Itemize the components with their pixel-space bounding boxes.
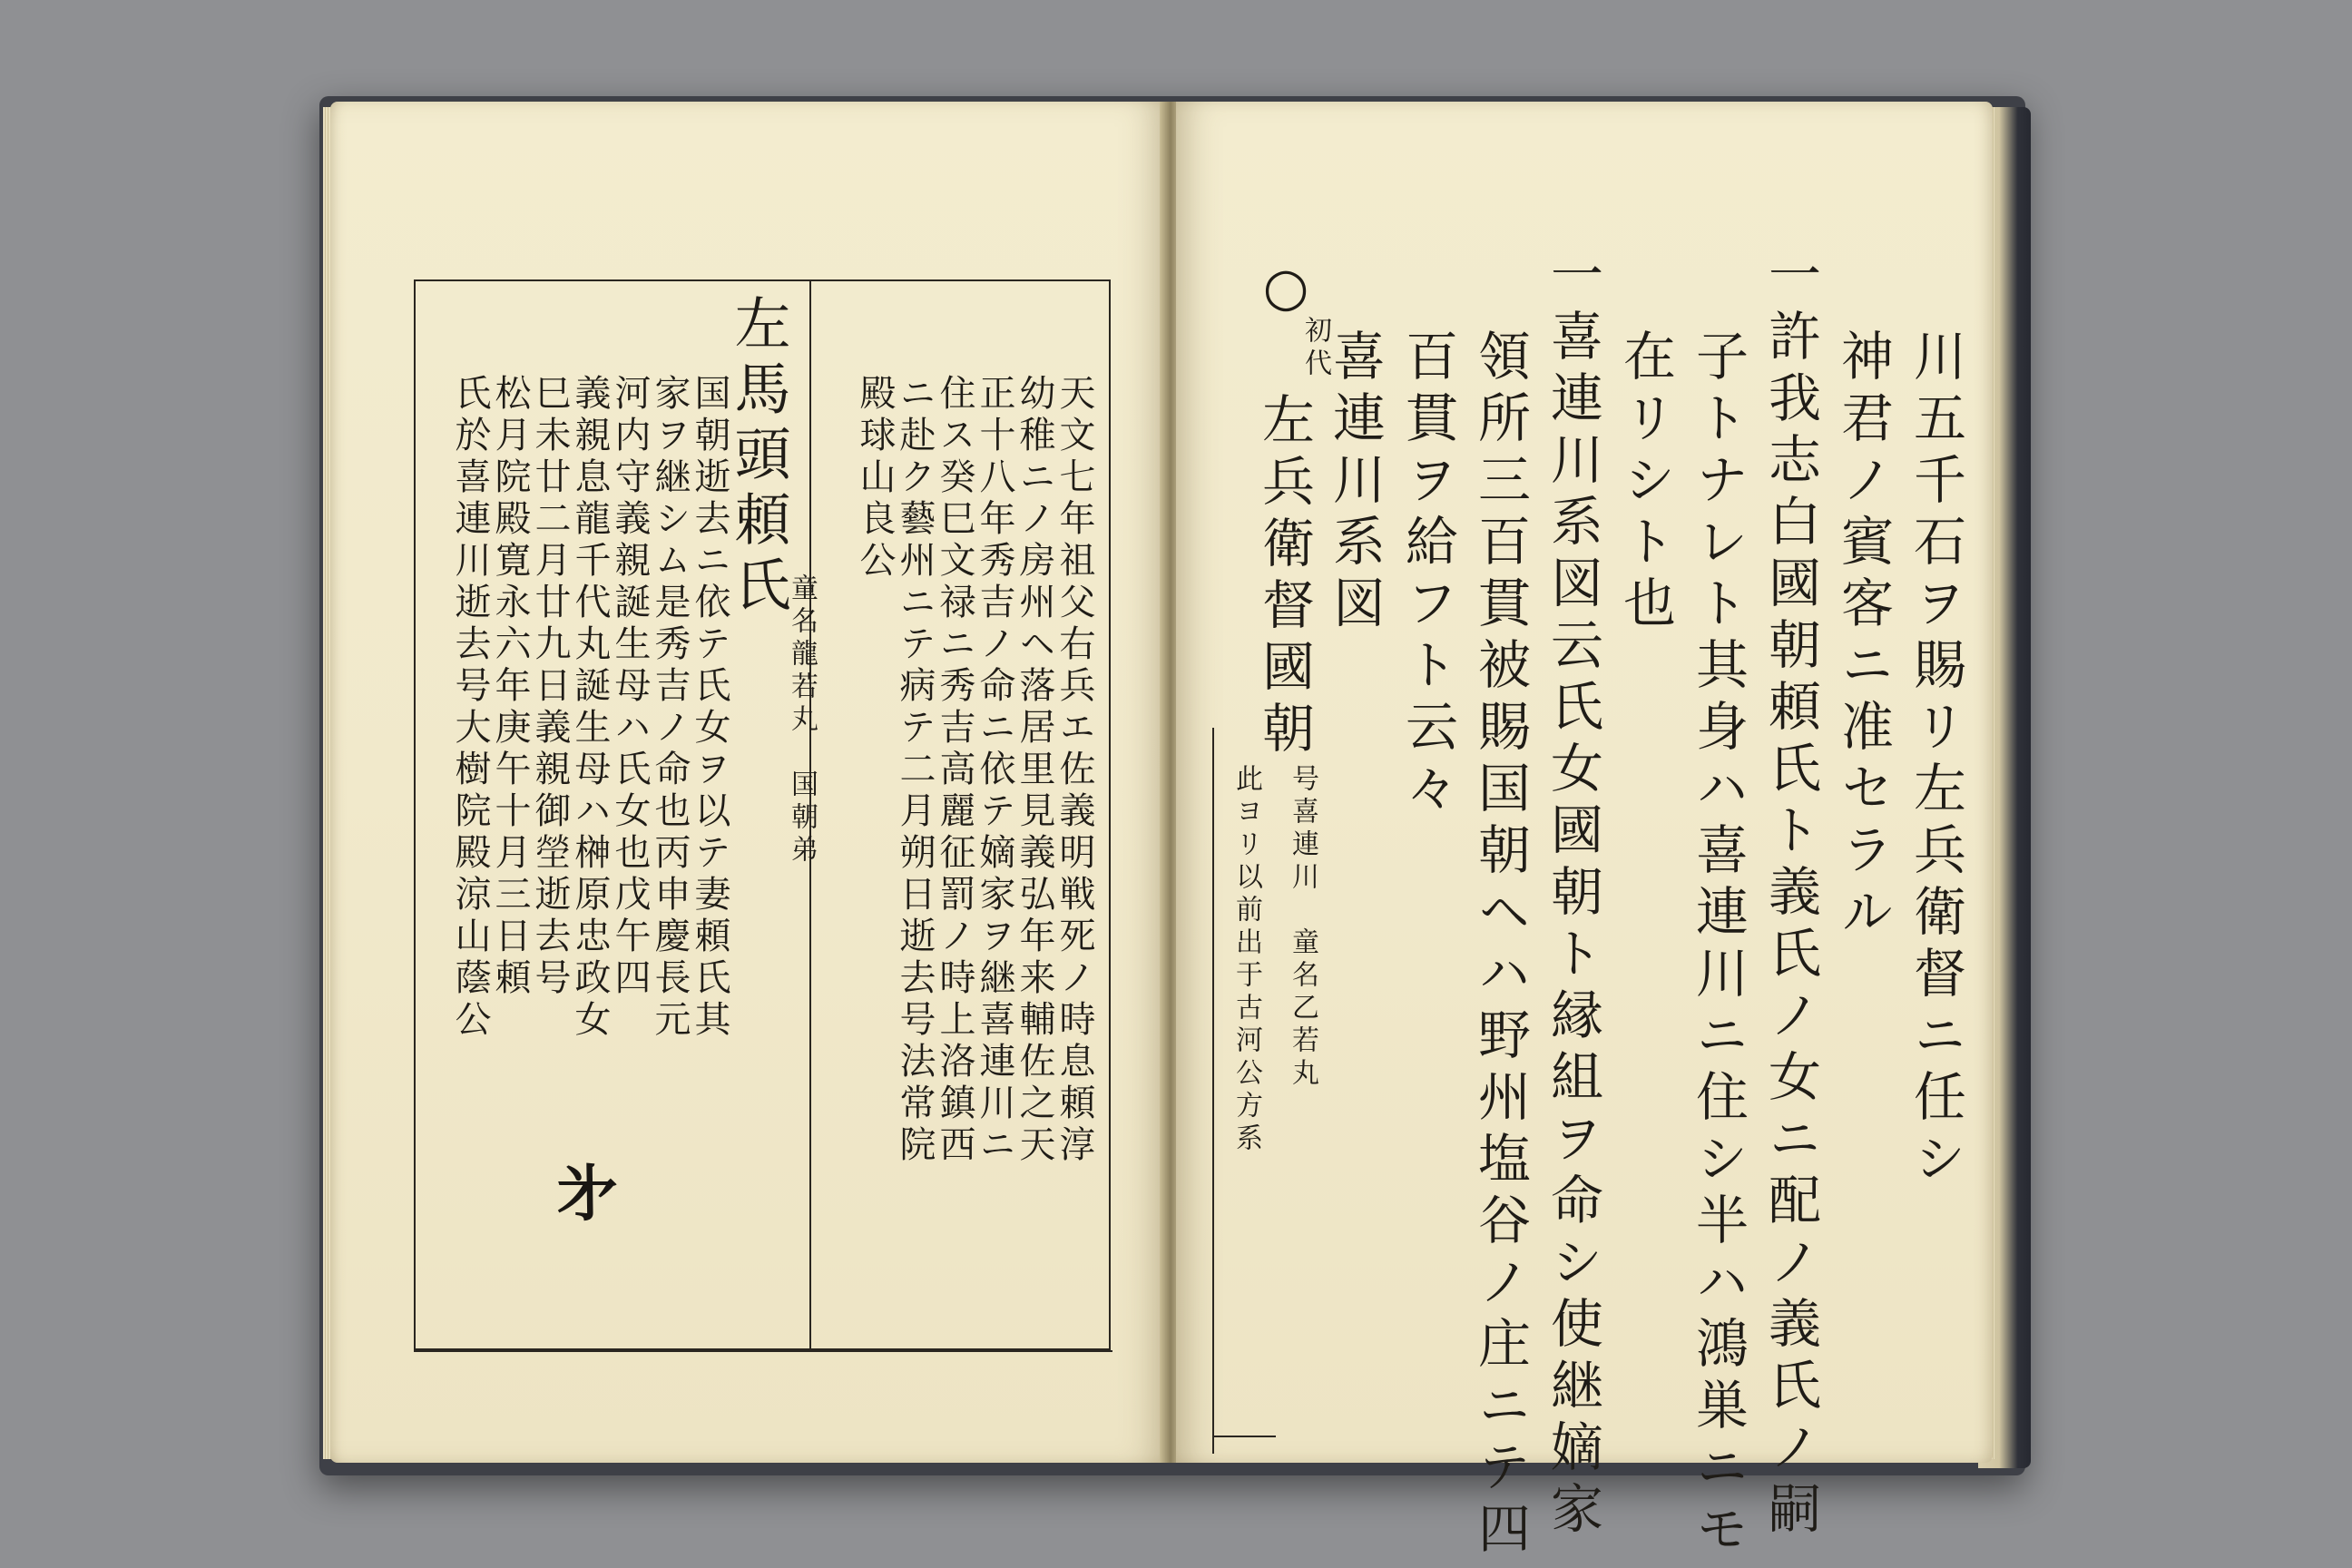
left-frame-right-rule xyxy=(1109,279,1111,1350)
right-line-3: 一許我志白國朝頼氏ト義氏ノ女ニ配ノ義氏ノ嗣 xyxy=(1759,247,1821,1543)
right-line-5: 在リシト也 xyxy=(1614,328,1676,637)
entry-title-kunitomo: 左兵衛督國朝 xyxy=(1253,392,1315,762)
right-line-8: 百貫ヲ給フト云々 xyxy=(1396,328,1458,822)
left-block-line-2: 家ヲ継シム是秀吉ノ命也丙申慶長元 xyxy=(649,374,691,1042)
left-block-line-5: 巳未廿二月廿九日義親御塋逝去号 xyxy=(529,374,571,1000)
left-frame-bottom-rule xyxy=(414,1348,1111,1350)
left-right-block-line-2: 幼稚ニノ房州ヘ落居里見義弘年来輔佐之天 xyxy=(1014,374,1055,1167)
entry-note-kunitomo-2: 此ヨリ以前出于古河公方系 xyxy=(1230,764,1262,1156)
lineage-bottom-rule xyxy=(1212,1436,1276,1437)
right-line-6: 一喜連川系図云氏女國朝ト縁組ヲ命シ使継嫡家 xyxy=(1542,247,1603,1543)
lineage-vertical-rule xyxy=(1212,728,1214,1454)
left-block-line-1: 国朝逝去ニ依テ氏女ヲ以テ妻頼氏其 xyxy=(689,374,730,1042)
right-line-7: 領所三百貫被賜国朝ヘハ野州塩谷ノ庄ニテ四 xyxy=(1469,328,1531,1563)
entry-note-kunitomo-1: 号喜連川 童名乙若丸 xyxy=(1287,764,1318,1091)
left-right-block-line-6: 殿球山良公 xyxy=(854,374,896,583)
right-line-2: 神君ノ賓客ニ准セラル xyxy=(1832,328,1894,946)
left-frame-top-rule xyxy=(414,279,1111,281)
kao-seal-mark: 㐧 xyxy=(557,1158,617,1229)
left-block-line-7: 氏於喜連川逝去号大樹院殿涼山蔭公 xyxy=(449,374,491,1042)
entry-title-yoriuji: 左馬頭頼氏 xyxy=(725,294,791,621)
left-right-block-line-3: 正十八年秀吉ノ命ニ依テ嫡家ヲ継喜連川ニ xyxy=(974,374,1015,1167)
left-block-line-3: 河内守義親誕生母ハ氏女也戊午四 xyxy=(609,374,651,1000)
entry-prefix-shodai: 初代 xyxy=(1299,316,1331,381)
right-page xyxy=(1176,102,1993,1563)
left-block-line-4: 義親息龍千代丸誕生母ハ榊原忠政女 xyxy=(569,374,611,1042)
left-right-block-line-5: ニ赴ク藝州ニテ病テ二月朔日逝去号法常院 xyxy=(894,374,936,1167)
left-right-block-line-4: 住ス癸巳文禄ニ秀吉高麗征罰ノ時上洛鎮西 xyxy=(934,374,975,1167)
circle-mark: ○ xyxy=(1255,256,1317,327)
right-line-1: 川五千石ヲ賜リ左兵衛督ニ任シ xyxy=(1905,328,1966,1192)
right-line-9-keizu: 喜連川系図 xyxy=(1324,328,1386,637)
left-page xyxy=(330,102,1165,1463)
left-block-line-6: 松月院殿寛永六年庚午十月三日頼 xyxy=(489,374,531,1000)
left-right-block-line-1: 天文七年祖父右兵エ佐義明戦死ノ時息頼淳 xyxy=(1054,374,1095,1167)
right-line-4: 子トナレト其身ハ喜連川ニ住シ半ハ鴻巣ニモ xyxy=(1687,328,1749,1563)
entry-note-yoriuji: 童名龍若丸 国朝弟 xyxy=(786,573,818,867)
